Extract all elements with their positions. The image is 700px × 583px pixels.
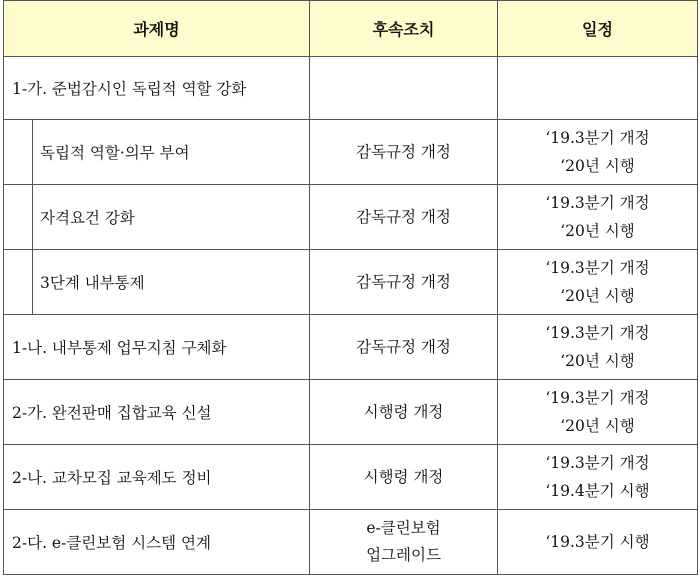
schedule-line: ‘19.3분기 개정 [545,324,650,342]
action-cell: 감독규정 개정 [310,250,498,315]
action-cell [310,510,498,575]
schedule-cell [498,120,698,185]
schedule-line: ‘20년 시행 [560,222,635,240]
task-name: 2-다. e-클린보험 시스템 연계 [4,510,310,575]
indent-column [4,120,33,184]
schedule-line: ‘19.3분기 개정 [545,389,650,407]
task-name: 2-나. 교차모집 교육제도 정비 [4,445,310,510]
action-line: 시행령 개정 [363,402,444,421]
action-cell: 감독규정 개정 [310,185,498,250]
schedule-line: ‘19.3분기 개정 [545,259,650,277]
schedule-line: ‘19.3분기 개정 [545,129,650,147]
header-row [4,1,698,57]
task-name: 2-가. 완전판매 집합교육 신설 [4,380,310,445]
action-line: 감독규정 개정 [356,337,451,356]
header-follow-up: 후속조치 [310,1,498,57]
action-line: e-클린보험 [366,519,441,537]
table-row [4,445,698,510]
section-schedule-empty [498,57,698,120]
schedule-line: ‘20년 시행 [560,417,635,435]
schedule-cell [498,445,698,510]
schedule-line: ‘20년 시행 [560,157,635,175]
schedule-line: ‘19.4분기 시행 [545,482,650,500]
task-schedule-table [3,0,698,575]
schedule-cell [498,380,698,445]
sub-item-cell [4,185,310,250]
schedule-cell [498,185,698,250]
table-row [4,120,698,185]
schedule-line: ‘19.3분기 개정 [545,194,650,212]
sub-item-name: 독립적 역할·의무 부여 [40,144,190,162]
action-cell [310,380,498,445]
table-row [4,185,698,250]
section-row-1a [4,57,698,120]
action-cell: 감독규정 개정 [310,120,498,185]
sub-item-cell [4,120,310,185]
action-line: 업그레이드 [366,546,441,564]
header-schedule: 일정 [498,1,698,57]
schedule-cell [498,315,698,380]
schedule-cell [498,250,698,315]
schedule-line: ‘20년 시행 [560,287,635,305]
table-row [4,250,698,315]
schedule-cell [498,510,698,575]
indent-column [4,185,33,249]
schedule-line: ‘20년 시행 [560,352,635,370]
action-line: 시행령 개정 [363,467,444,486]
indent-column [4,250,33,314]
schedule-line: ‘19.3분기 시행 [545,533,650,551]
section-action-empty [310,57,498,120]
sub-item-name: 3단계 내부통제 [40,274,145,292]
header-task-name: 과제명 [4,1,310,57]
action-cell [310,445,498,510]
table-row [4,315,698,380]
task-name: 1-나. 내부통제 업무지침 구체화 [4,315,310,380]
section-title-1a: 1-가. 준법감시인 독립적 역할 강화 [4,57,310,120]
sub-item-name: 자격요건 강화 [40,209,135,227]
action-cell [310,315,498,380]
table-row [4,510,698,575]
sub-item-cell [4,250,310,315]
schedule-line: ‘19.3분기 개정 [545,454,650,472]
table-row [4,380,698,445]
